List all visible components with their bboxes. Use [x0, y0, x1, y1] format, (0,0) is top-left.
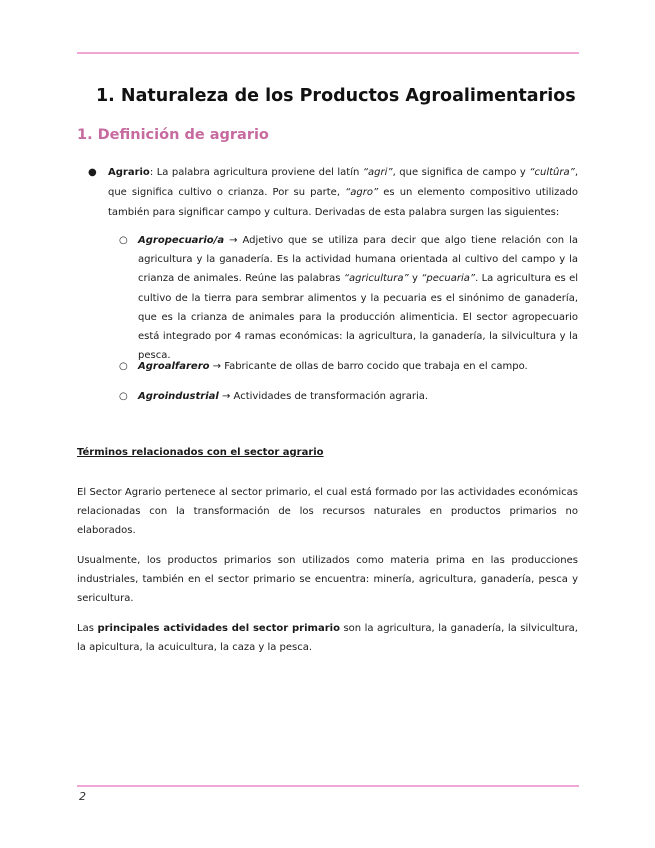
latin-word: “agro” [345, 187, 379, 198]
bullet-text: : La palabra agricultura proviene del latín [149, 167, 363, 178]
page-title: 1. Naturaleza de los Productos Agroalimentarios [96, 86, 576, 106]
sub-item-term: Agropecuario/a [138, 235, 225, 246]
sub-bullet-circle: ○ [119, 235, 128, 246]
paragraph-productos-primarios: Usualmente, los productos primarios son utilizados como materia prima en las producciones industriales, también en el sector primario se encuentra: minería, agricultura, ganadería, pesca y sericultura. [77, 555, 578, 605]
quoted-word: “pecuaria” [421, 273, 476, 285]
section-heading: 1. Definición de agrario [77, 127, 269, 143]
sub-item-text: → Fabricante de ollas de barro cocido que trabaja en el campo. [209, 361, 528, 372]
bullet-dot: ● [88, 167, 97, 178]
sub-item-text: → Actividades de transformación agraria. [218, 391, 429, 402]
sub-bullet-circle: ○ [119, 361, 128, 372]
sub-item-term: Agroindustrial [138, 391, 219, 402]
bullet-text: , que significa de campo y [392, 167, 530, 178]
top-rule [77, 52, 579, 54]
quoted-word: “agricultura” [343, 273, 409, 285]
paragraph-principales-actividades [77, 619, 578, 657]
sub-item-agroalfarero [138, 357, 578, 376]
bullet-text: , que significa cultivo o crianza. Por su parte, [108, 167, 579, 198]
page-number: 2 [79, 790, 86, 803]
bullet-agrario [108, 163, 578, 223]
sub-item-agropecuario [138, 231, 578, 365]
sub-bullet-circle: ○ [119, 391, 128, 402]
sub-item-term: Agroalfarero [138, 361, 210, 372]
latin-word: “cultûra” [529, 167, 575, 178]
paragraph-text: son la agricultura, la ganadería, la silvicultura, la apicultura, la acuicultura, la caza y la pesca. [77, 623, 578, 654]
sub-item-text: y [408, 273, 422, 285]
paragraph-sector-agrario: El Sector Agrario pertenece al sector primario, el cual está formado por las actividades económicas relacionadas con la transformación de los recursos naturales en productos primarios no elaborados. [77, 487, 578, 537]
bottom-rule [77, 785, 579, 787]
bullet-text: es un elemento compositivo utilizado también para significar campo y cultura. Derivadas de esta palabra surgen las siguientes: [108, 187, 578, 218]
bullet-term: Agrario [108, 167, 150, 178]
paragraph-text: Las [77, 623, 98, 634]
sub-item-text: . La agricultura es el cultivo de la tierra para sembrar alimentos y la pecuaria es el sinónimo de ganadería, que es la crianza de animales para la producción alimenticia. El sector agropecuario está integrado por 4 ramas económicas: la agricultura, la ganadería, la silvicultura y la pesca. [138, 273, 579, 362]
paragraph-bold-text: principales actividades del sector primario [97, 623, 340, 634]
terms-heading: Términos relacionados con el sector agrario [77, 447, 324, 458]
sub-item-agroindustrial [138, 387, 578, 406]
sub-item-text: → Adjetivo que se utiliza para decir que algo tiene relación con la agricultura y la ganadería. Es la actividad humana orientada al cultivo del campo y la crianza de animales. Reúne las palabras [138, 235, 578, 285]
latin-word: “agri” [362, 167, 393, 178]
